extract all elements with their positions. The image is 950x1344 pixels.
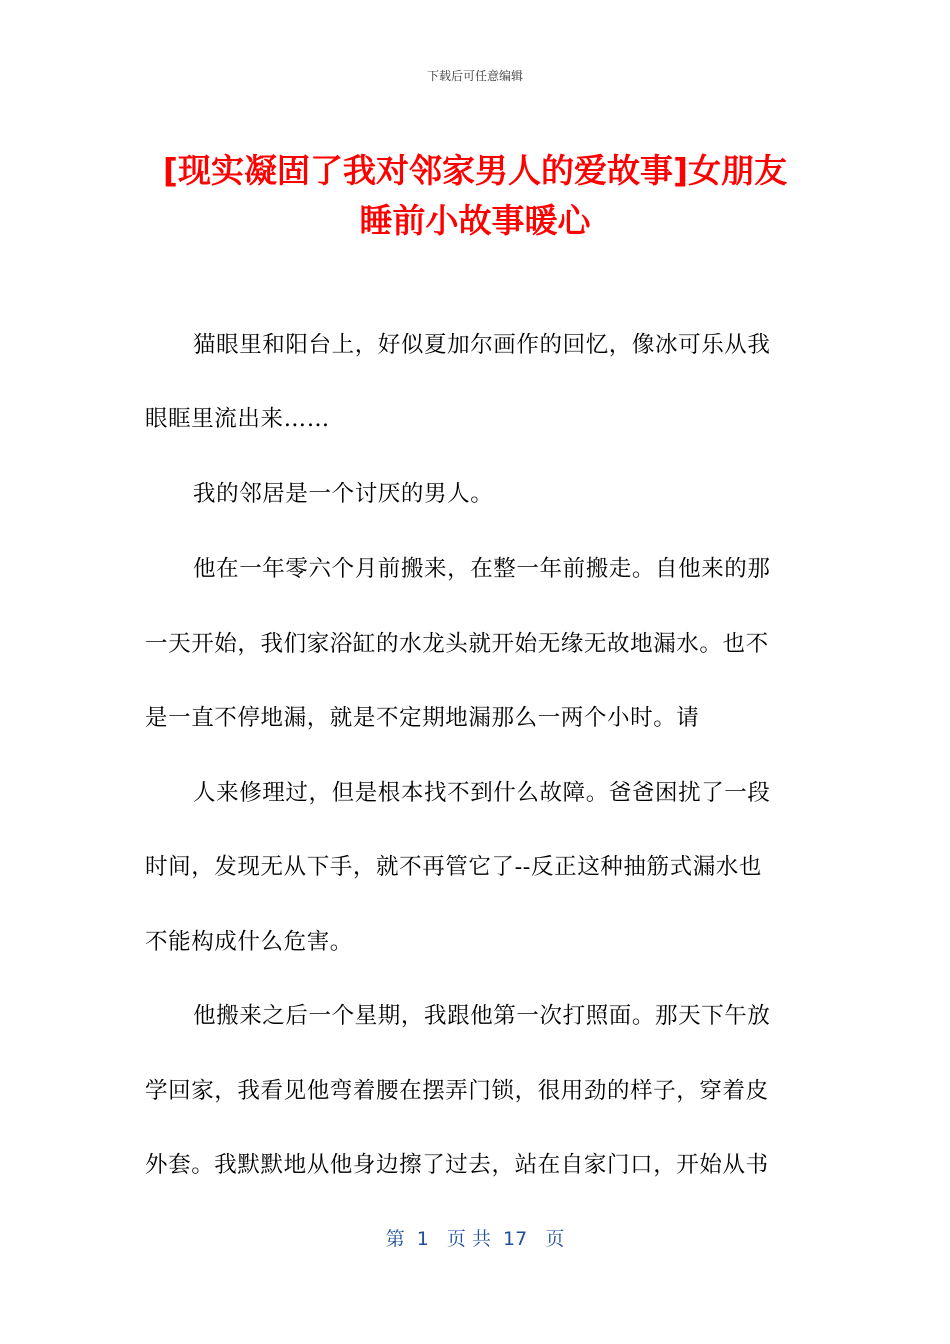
paragraph-line: 是一直不停地漏，就是不定期地漏那么一两个小时。请 [145, 705, 700, 731]
paragraph-line: 猫眼里和阳台上，好似夏加尔画作的回忆，像冰可乐从我 [193, 332, 771, 358]
paragraph-line: 不能构成什么危害。 [145, 929, 353, 955]
title-line-2: 睡前小故事暖心 [359, 201, 591, 240]
title-line-1: [现实凝固了我对邻家男人的爱故事]女朋友 [162, 151, 788, 190]
paragraph-line: 他搬来之后一个星期，我跟他第一次打照面。那天下午放 [193, 1003, 771, 1029]
page-header: 下载后可任意编辑 [426, 69, 523, 83]
paragraph-line: 时间，发现无从下手，就不再管它了--反正这种抽筋式漏水也 [145, 854, 763, 880]
paragraph-line: 一天开始，我们家浴缸的水龙头就开始无缘无故地漏水。也不 [145, 631, 769, 657]
paragraph-line: 我的邻居是一个讨厌的男人。 [193, 481, 494, 507]
paragraph-line: 他在一年零六个月前搬来，在整一年前搬走。自他来的那 [193, 556, 771, 582]
page-number-footer: 第 1 页 共 17 页 [385, 1228, 565, 1250]
paragraph-line: 学回家，我看见他弯着腰在摆弄门锁，很用劲的样子，穿着皮 [145, 1078, 769, 1104]
paragraph-line: 人来修理过，但是根本找不到什么故障。爸爸困扰了一段 [193, 780, 771, 806]
paragraph-line: 眼眶里流出来…… [145, 406, 330, 432]
paragraph-line: 外套。我默默地从他身边擦了过去，站在自家门口，开始从书 [145, 1152, 769, 1178]
